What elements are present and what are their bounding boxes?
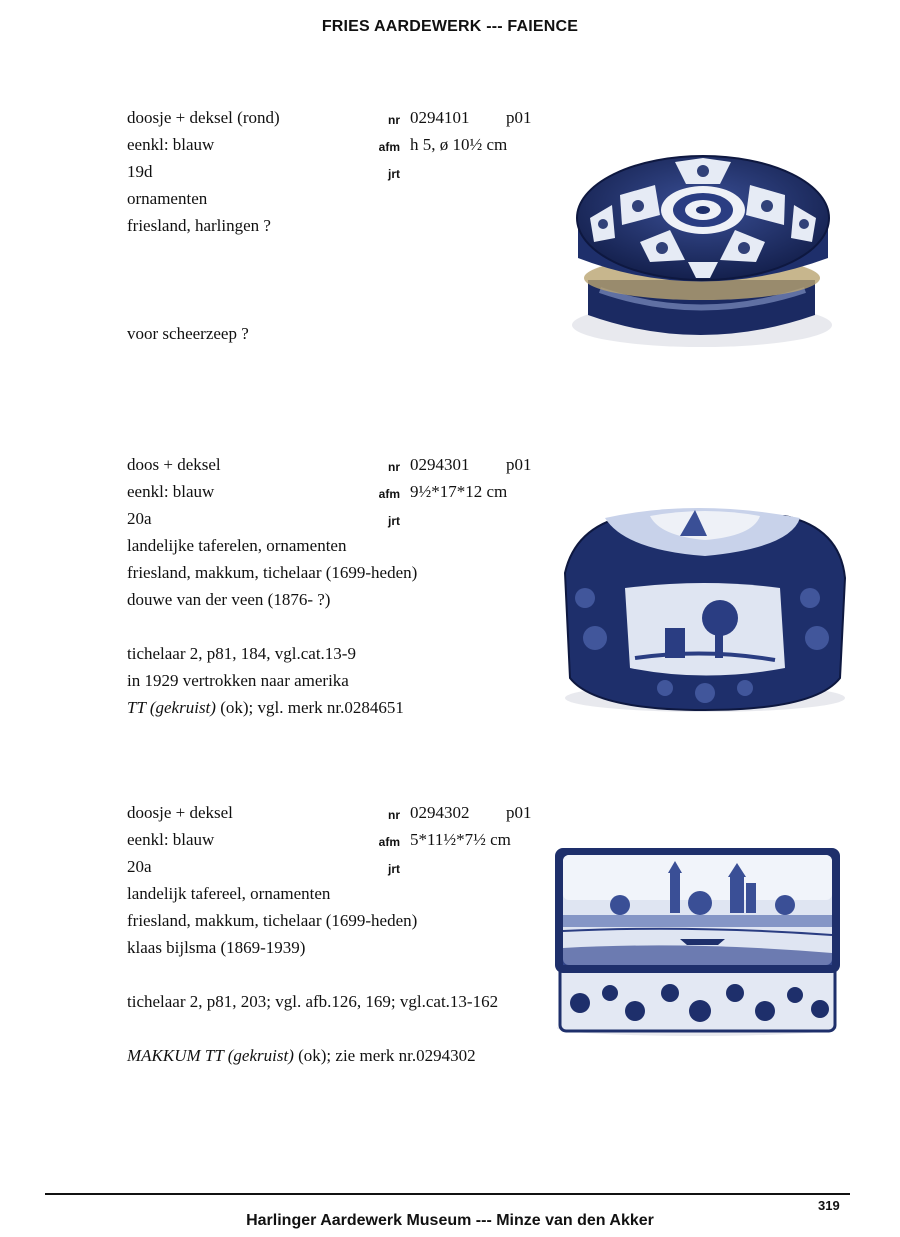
value-p: p01 [506,803,532,822]
field-schilder [0,590,560,616]
value-datering: 20a [127,857,152,876]
photo-rectangular-box [550,843,845,1038]
value-nr: 0294301 [410,455,470,474]
field-opschrift [0,1046,560,1072]
value-nr: 0294101 [410,108,470,127]
value-opschrift [127,1046,476,1066]
value-p: p01 [506,108,532,127]
label-nr: nr [388,113,400,127]
field-kleur [0,830,560,856]
value-kleur: eenkl: blauw [127,482,215,501]
label-jrt: jrt [388,514,400,528]
label-afm: afm [378,487,400,501]
label-nr: nr [388,460,400,474]
value-kleur: eenkl: blauw [127,830,215,849]
value-kleur: eenkl: blauw [127,135,215,154]
field-literatuur [0,644,560,670]
field-fabrikaat [0,216,560,242]
field-opschrift [0,698,560,724]
label-afm: afm [378,140,400,154]
field-opmerking [0,671,560,697]
value-literatuur: tichelaar 2, p81, 184, vgl.cat.13-9 [127,644,356,663]
value-schilder: klaas bijlsma (1869-1939) [127,938,306,957]
footer-divider [45,1193,850,1195]
value-voorstelling: ornamenten [127,189,208,208]
field-voorbeeld [0,965,560,991]
photo-round-box [560,130,860,355]
field-voorbeeld [0,617,560,643]
opschrift-italic: MAKKUM TT (gekruist) [127,1046,294,1065]
field-opmerking [0,1019,560,1045]
field-datering [0,162,560,188]
value-opmerking: voor scheerzeep ? [127,324,249,343]
field-datering [0,509,560,535]
value-afm: 5*11½*7½ cm [410,830,511,849]
value-voorwerp: doosje + deksel (rond) [127,108,280,127]
value-voorwerp: doosje + deksel [127,803,233,822]
value-opschrift [127,698,404,718]
opschrift-text: (ok); zie merk nr.0294302 [293,1046,476,1065]
field-fabrikaat [0,563,560,589]
value-schilder: douwe van der veen (1876- ?) [127,590,331,609]
field-voorbeeld [0,270,560,296]
field-voorwerp [0,108,560,134]
value-afm: 9½*17*12 cm [410,482,508,501]
value-datering: 20a [127,509,152,528]
page-number: 319 [818,1198,840,1213]
label-jrt: jrt [388,167,400,181]
field-schilder [0,243,560,269]
label-nr: nr [388,808,400,822]
field-opmerking [0,324,560,350]
field-voorwerp [0,455,560,481]
value-fabrikaat: friesland, harlingen ? [127,216,271,235]
field-voorwerp [0,803,560,829]
field-fabrikaat [0,911,560,937]
value-voorstelling: landelijk tafereel, ornamenten [127,884,331,903]
value-datering: 19d [127,162,153,181]
opschrift-italic: TT (gekruist) [127,698,216,717]
value-fabrikaat: friesland, makkum, tichelaar (1699-heden) [127,563,418,582]
field-voorstelling [0,189,560,215]
opschrift-text: (ok); vgl. merk nr.0284651 [215,698,404,717]
field-voorstelling [0,884,560,910]
label-jrt: jrt [388,862,400,876]
value-opmerking: in 1929 vertrokken naar amerika [127,671,349,690]
label-afm: afm [378,835,400,849]
field-datering [0,857,560,883]
value-voorwerp: doos + deksel [127,455,221,474]
field-literatuur [0,297,560,323]
value-voorstelling: landelijke taferelen, ornamenten [127,536,347,555]
value-afm: h 5, ø 10½ cm [410,135,508,154]
field-voorstelling [0,536,560,562]
value-fabrikaat: friesland, makkum, tichelaar (1699-heden) [127,911,418,930]
footer-text: Harlinger Aardewerk Museum --- Minze van den Akker [246,1212,654,1229]
field-schilder [0,938,560,964]
value-nr: 0294302 [410,803,470,822]
value-literatuur: tichelaar 2, p81, 203; vgl. afb.126, 169; vgl.cat.13-162 [127,992,499,1011]
page-title: FRIES AARDEWERK --- FAIENCE [321,18,579,35]
field-literatuur [0,992,560,1018]
field-kleur [0,482,560,508]
field-kleur [0,135,560,161]
value-p: p01 [506,455,532,474]
photo-box-with-scenes [555,488,855,718]
field-opschrift [0,351,560,377]
